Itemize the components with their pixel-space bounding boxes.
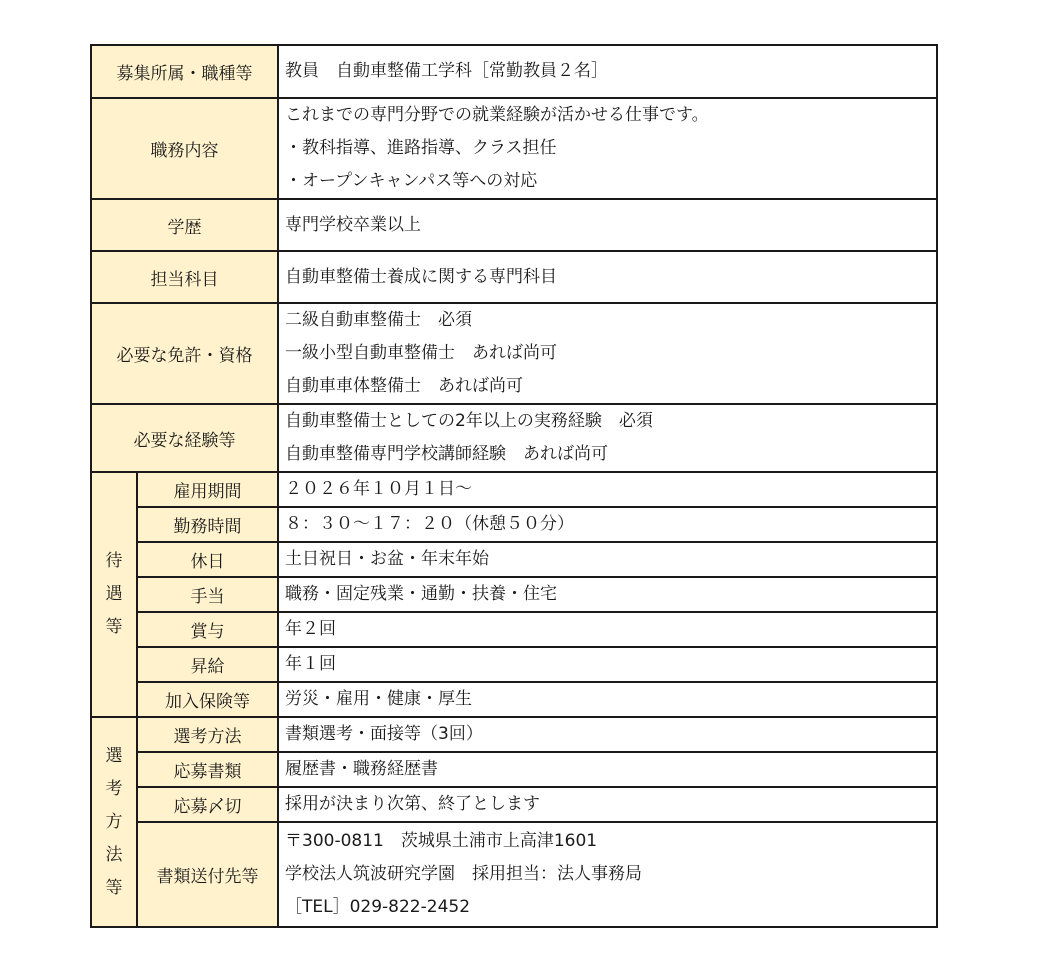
row-value-employment-period — [278, 472, 937, 507]
table-row — [91, 822, 937, 927]
table-row — [91, 612, 937, 647]
row-value-duties — [278, 98, 937, 199]
value-line: 書類選考・面接等（3回） — [285, 724, 483, 744]
row-value-raise — [278, 647, 937, 682]
row-label-selection-method: 選考方法 — [137, 717, 278, 752]
table-row — [91, 717, 937, 752]
row-label-send-to: 書類送付先等 — [137, 822, 278, 927]
group-label-benefits — [91, 472, 137, 717]
row-value-experience — [278, 404, 937, 472]
value-line: 自動車整備士としての2年以上の実務経験 必須 — [285, 411, 653, 431]
row-label-department: 募集所属・職種等 — [91, 45, 278, 98]
table-row — [91, 404, 937, 472]
row-label-insurance: 加入保険等 — [137, 682, 278, 717]
row-value-bonus — [278, 612, 937, 647]
row-value-allowances — [278, 577, 937, 612]
group-char: 等 — [105, 877, 123, 898]
row-label-experience: 必要な経験等 — [91, 404, 278, 472]
value-line: 労災・雇用・健康・厚生 — [285, 689, 472, 709]
value-line: 自動車整備士養成に関する専門科目 — [285, 266, 557, 287]
row-label-deadline: 応募〆切 — [137, 787, 278, 822]
group-char: 方 — [105, 811, 123, 832]
value-line: 年１回 — [285, 654, 336, 674]
table-row — [91, 752, 937, 787]
row-value-documents — [278, 752, 937, 787]
table-row — [91, 472, 937, 507]
row-label-raise: 昇給 — [137, 647, 278, 682]
table-row — [91, 507, 937, 542]
row-label-documents: 応募書類 — [137, 752, 278, 787]
value-line: 履歴書・職務経歴書 — [285, 759, 438, 779]
row-label-licenses: 必要な免許・資格 — [91, 303, 278, 404]
row-value-holidays — [278, 542, 937, 577]
value-line: 〒300-0811 茨城県土浦市上高津1601 — [285, 831, 598, 851]
group-char: 選 — [105, 745, 123, 766]
value-line: 自動車整備専門学校講師経験 あれば尚可 — [285, 444, 608, 464]
group-label-selection — [91, 717, 137, 927]
table-row — [91, 251, 937, 303]
value-line: 職務・固定残業・通勤・扶養・住宅 — [285, 584, 557, 604]
row-value-deadline — [278, 787, 937, 822]
job-posting-table — [90, 44, 938, 928]
group-char: 遇 — [105, 584, 123, 604]
table-row — [91, 45, 937, 98]
value-line: ８：３０～１７：２０（休憩５０分） — [285, 514, 574, 534]
row-value-subjects — [278, 251, 937, 303]
row-value-department — [278, 45, 937, 98]
row-label-bonus: 賞与 — [137, 612, 278, 647]
row-value-work-hours — [278, 507, 937, 542]
value-line: 教員 自動車整備工学科［常勤教員２名］ — [285, 61, 608, 81]
value-line: 自動車車体整備士 あれば尚可 — [285, 376, 523, 396]
group-char: 待 — [105, 551, 123, 571]
group-char: 考 — [105, 778, 123, 799]
row-value-selection-method — [278, 717, 937, 752]
group-char: 等 — [105, 617, 123, 637]
row-label-holidays: 休日 — [137, 542, 278, 577]
value-line: ２０２６年１０月１日～ — [285, 479, 472, 499]
table-row — [91, 577, 937, 612]
row-label-duties: 職務内容 — [91, 98, 278, 199]
value-line: ・オープンキャンパス等への対応 — [285, 171, 538, 191]
table-row — [91, 787, 937, 822]
table-row — [91, 199, 937, 251]
row-value-send-to — [278, 822, 937, 927]
row-label-employment-period: 雇用期間 — [137, 472, 278, 507]
group-char: 法 — [105, 844, 123, 865]
row-value-education — [278, 199, 937, 251]
table-row — [91, 542, 937, 577]
table-row — [91, 647, 937, 682]
value-line: これまでの専門分野での就業経験が活かせる仕事です。 — [285, 105, 709, 125]
value-line: ・教科指導、進路指導、クラス担任 — [285, 138, 557, 158]
row-label-education: 学歴 — [91, 199, 278, 251]
table-row — [91, 98, 937, 199]
value-line: 専門学校卒業以上 — [285, 214, 421, 235]
row-value-insurance — [278, 682, 937, 717]
row-label-allowances: 手当 — [137, 577, 278, 612]
table-row — [91, 303, 937, 404]
value-line: 一級小型自動車整備士 あれば尚可 — [285, 343, 557, 363]
row-label-subjects: 担当科目 — [91, 251, 278, 303]
value-line: 年２回 — [285, 619, 336, 639]
value-line: 採用が決まり次第、終了とします — [285, 794, 540, 814]
value-line: ［TEL］029-822-2452 — [285, 897, 471, 917]
value-line: 学校法人筑波研究学園 採用担当：法人事務局 — [285, 864, 642, 884]
table-row — [91, 682, 937, 717]
row-label-work-hours: 勤務時間 — [137, 507, 278, 542]
value-line: 土日祝日・お盆・年末年始 — [285, 549, 489, 569]
value-line: 二級自動車整備士 必須 — [285, 310, 472, 330]
row-value-licenses — [278, 303, 937, 404]
